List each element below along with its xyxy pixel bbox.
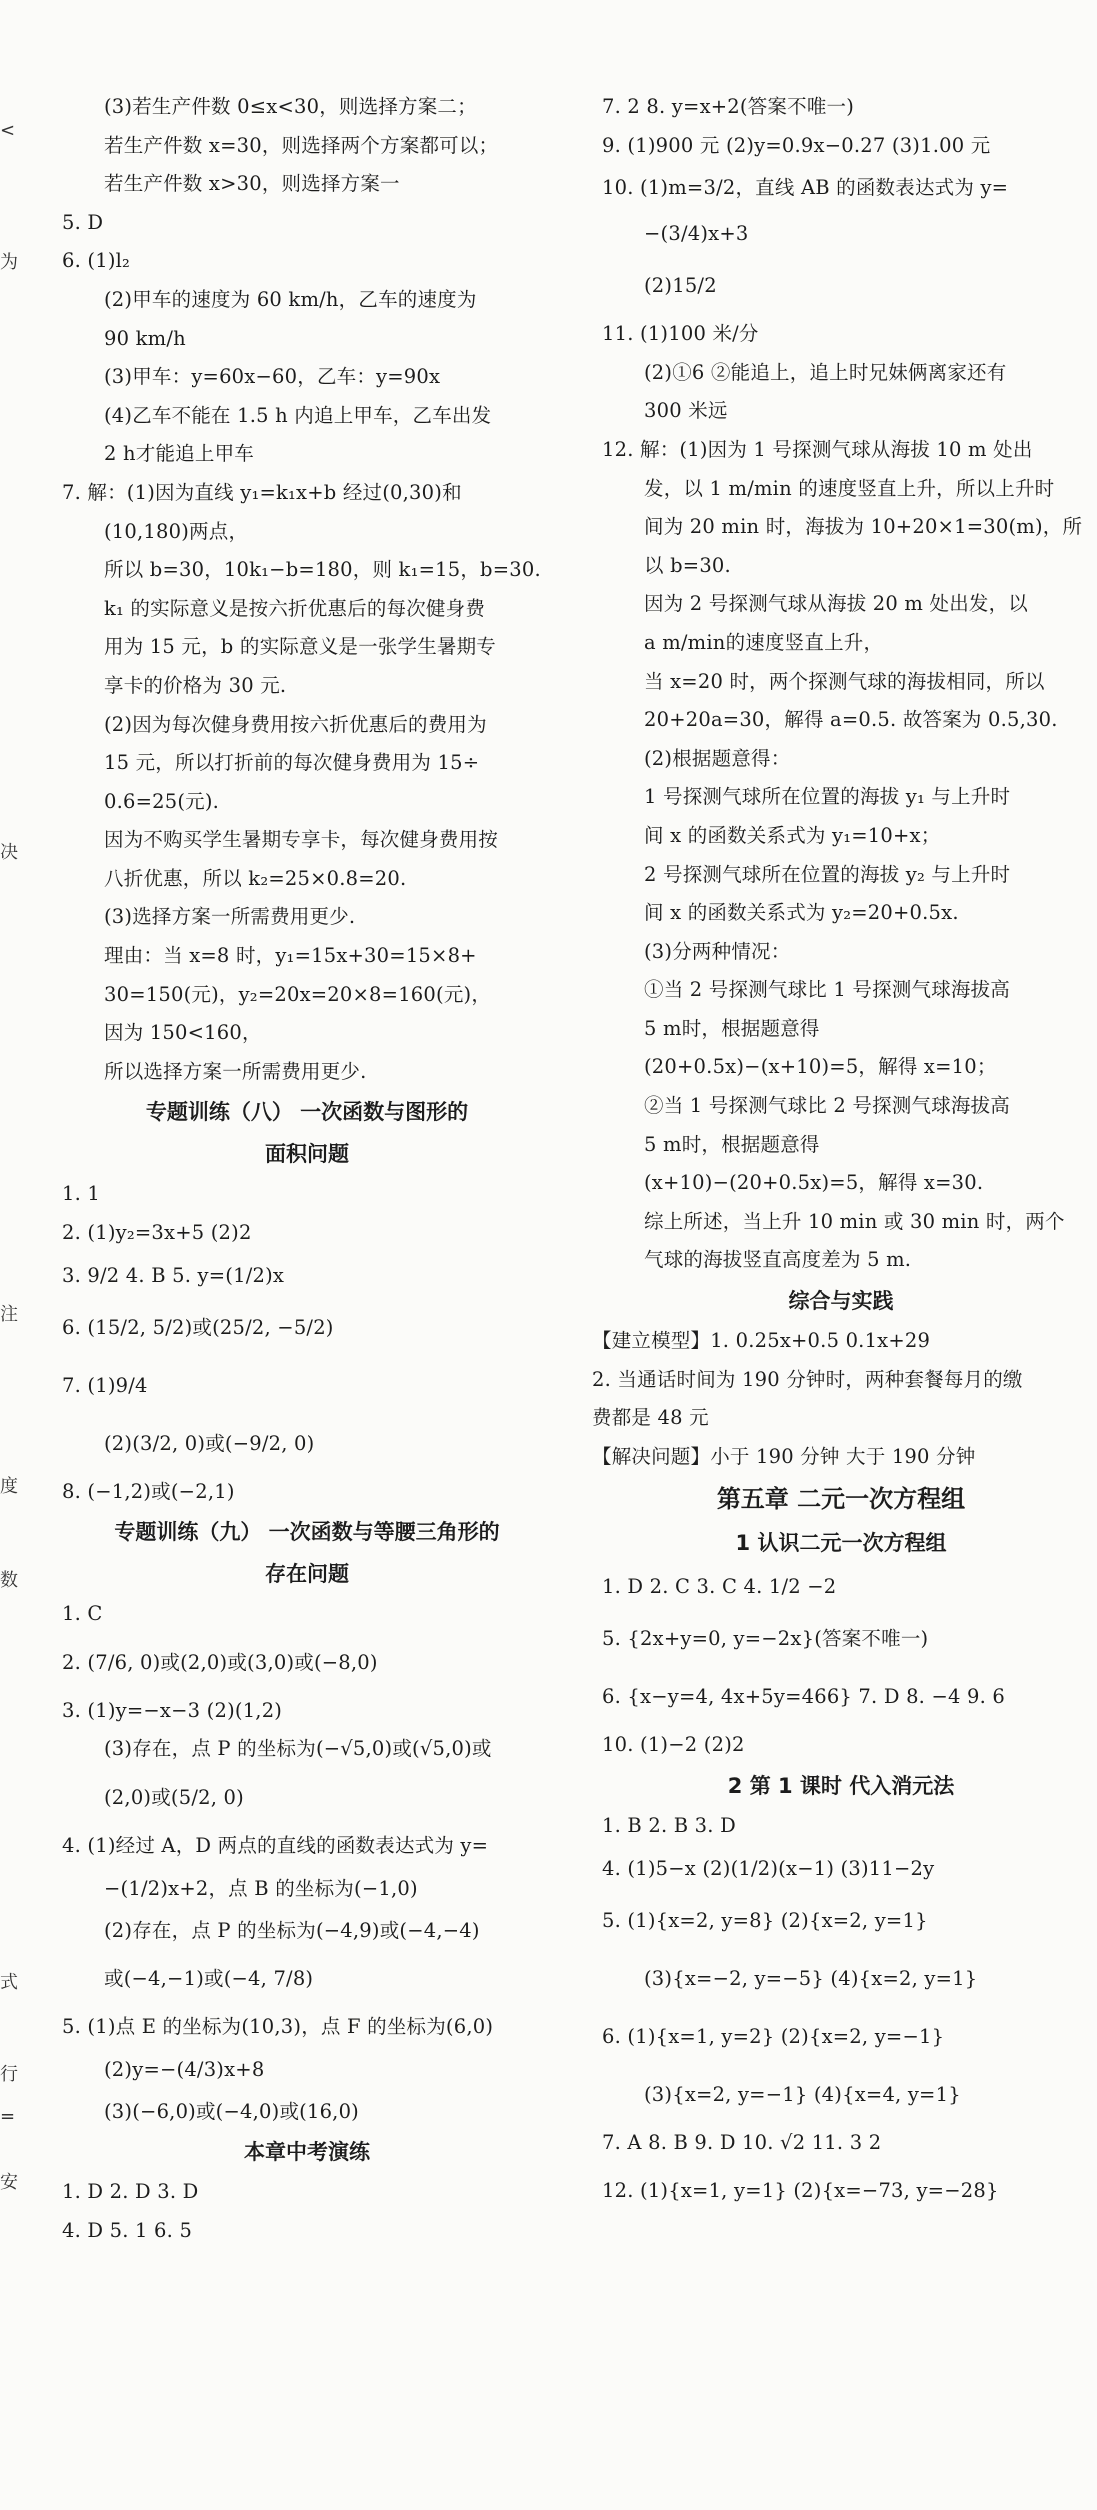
answer-line: (2,0)或(5/2, 0) [104,1786,244,1809]
answer-line: −(1/2)x+2，点 B 的坐标为(−1,0) [104,1876,418,1900]
edge-fragment: 数 [0,1570,18,1591]
answer-line: 1. D 2. C 3. C 4. 1/2 −2 [602,1575,837,1599]
answer-line: 4. D 5. 1 6. 5 [62,2218,193,2242]
answer-line: 0.6=25(元). [104,789,220,813]
section-heading: 1 认识二元一次方程组 [735,1531,947,1556]
answer-line: (x+10)−(20+0.5x)=5，解得 x=30. [644,1171,984,1195]
answer-line: 3. 9/2 4. B 5. y=(1/2)x [62,1263,285,1287]
answer-line: 12. 解：(1)因为 1 号探测气球从海拔 10 m 处出 [602,437,1033,461]
answer-line: (10,180)两点， [104,519,249,543]
answer-line: 以 b=30. [644,553,731,577]
section-heading: 综合与实践 [788,1289,894,1314]
answer-line: 6. {x−y=4, 4x+5y=466} 7. D 8. −4 9. 6 [602,1685,1006,1709]
left-column [52,88,562,2251]
answer-line: (3)存在，点 P 的坐标为(−√5,0)或(√5,0)或 [104,1737,492,1761]
answer-line: 1 号探测气球所在位置的海拔 y₁ 与上升时 [644,785,1011,809]
answer-line: ①当 2 号探测气球比 1 号探测气球海拔高 [644,978,1011,1002]
section-heading: 专题训练（八） 一次函数与图形的 [145,1100,469,1125]
answer-line: 2. (7/6, 0)或(2,0)或(3,0)或(−8,0) [62,1650,378,1674]
answer-line: (3)若生产件数 0≤x<30，则选择方案二； [104,95,477,118]
answer-line: 6. (15/2, 5/2)或(25/2, −5/2) [62,1315,334,1339]
answer-line: 5. (1){x=2, y=8} (2){x=2, y=1} [602,1908,928,1932]
answer-line: (3)分两种情况： [644,939,791,963]
answer-line: 6. (1){x=1, y=2} (2){x=2, y=−1} [602,2024,945,2048]
answer-line: 2. 当通话时间为 190 分钟时，两种套餐每月的缴 [592,1367,1023,1391]
answer-line: 7. 2 8. y=x+2(答案不唯一) [602,95,855,118]
answer-line: 90 km/h [104,326,186,350]
answer-line: 【解决问题】小于 190 分钟 大于 190 分钟 [592,1444,976,1468]
answer-line: 间为 20 min 时，海拔为 10+20×1=30(m)，所 [644,515,1083,539]
answer-line: 2. (1)y₂=3x+5 (2)2 [62,1221,252,1245]
answer-line: 7. A 8. B 9. D 10. √2 11. 3 2 [602,2130,882,2154]
answer-line: 12. (1){x=1, y=1} (2){x=−73, y=−28} [602,2179,999,2203]
answer-line: 5. (1)点 E 的坐标为(10,3)，点 F 的坐标为(6,0) [62,2015,494,2039]
edge-fragment: 注 [0,1304,18,1325]
edge-fragment: = [0,2106,16,2127]
answer-line: 11. (1)100 米/分 [602,322,759,346]
answer-line: 5 m时，根据题意得 [644,1016,820,1040]
answer-line: (2)①6 ②能追上，追上时兄妹俩离家还有 [644,360,1007,384]
answer-line: 综上所述，当上升 10 min 或 30 min 时，两个 [644,1209,1065,1233]
answer-line: a m/min的速度竖直上升， [644,630,884,654]
answer-line: 15 元，所以打折前的每次健身费用为 15÷ [104,751,480,775]
answer-line: 当 x=20 时，两个探测气球的海拔相同，所以 [644,669,1045,693]
answer-line: (20+0.5x)−(x+10)=5，解得 x=10； [644,1055,997,1079]
answer-line: 10. (1)m=3/2，直线 AB 的函数表达式为 y= [602,176,1009,200]
answer-line: 发，以 1 m/min 的速度竖直上升，所以上升时 [644,476,1055,500]
answer-line: 因为 150<160， [104,1021,262,1045]
answer-line: (2)因为每次健身费用按六折优惠后的费用为 [104,712,487,736]
answer-line: 5 m时，根据题意得 [644,1132,820,1156]
section-heading: 2 第 1 课时 代入消元法 [727,1774,955,1798]
answer-line: 4. (1)经过 A，D 两点的直线的函数表达式为 y= [62,1834,489,1857]
answer-line: 1. D 2. D 3. D [62,2180,199,2204]
answer-line: 30=150(元)，y₂=20x=20×8=160(元)， [104,982,492,1006]
answer-line: 间 x 的函数关系式为 y₂=20+0.5x. [644,901,959,925]
answer-line: 1. 1 [62,1182,101,1206]
answer-line: 10. (1)−2 (2)2 [602,1733,745,1757]
edge-fragment: 为 [0,252,18,273]
answer-line: 20+20a=30，解得 a=0.5. 故答案为 0.5,30. [644,708,1058,732]
answer-line: 或(−4,−1)或(−4, 7/8) [104,1967,314,1991]
answer-line: 若生产件数 x>30，则选择方案一 [104,172,400,196]
answer-line: (2)(3/2, 0)或(−9/2, 0) [104,1431,315,1455]
answer-line: ②当 1 号探测气球比 2 号探测气球海拔高 [644,1094,1011,1118]
answer-line: (3){x=2, y=−1} (4){x=4, y=1} [644,2082,961,2106]
edge-fragment: 行 [0,2064,18,2085]
answer-line: (2)甲车的速度为 60 km/h，乙车的速度为 [104,287,477,311]
answer-line: 2 h才能追上甲车 [104,442,254,466]
answer-line: −(3/4)x+3 [644,222,749,246]
answer-line: 3. (1)y=−x−3 (2)(1,2) [62,1698,283,1722]
answer-line: 因为不购买学生暑期专享卡，每次健身费用按 [104,828,499,852]
answer-line: (4)乙车不能在 1.5 h 内追上甲车，乙车出发 [104,403,492,427]
answer-line: 1. B 2. B 3. D [602,1814,736,1837]
section-heading: 专题训练（九） 一次函数与等腰三角形的 [114,1520,500,1545]
answer-line: (3){x=−2, y=−5} (4){x=2, y=1} [644,1966,978,1990]
answer-line: 7. 解：(1)因为直线 y₁=k₁x+b 经过(0,30)和 [62,480,462,504]
section-heading: 本章中考演练 [244,2140,370,2165]
section-heading: 存在问题 [265,1562,349,1587]
edge-fragment: < [0,120,16,141]
section-heading: 面积问题 [265,1142,349,1167]
edge-fragment: 安 [0,2172,18,2193]
answer-line: k₁ 的实际意义是按六折优惠后的每次健身费 [104,596,486,620]
answer-line: 若生产件数 x=30，则选择两个方案都可以； [104,133,499,157]
answer-line: 八折优惠，所以 k₂=25×0.8=20. [104,866,407,890]
answer-line: (2)存在，点 P 的坐标为(−4,9)或(−4,−4) [104,1918,480,1942]
answer-line: 1. C [62,1602,103,1626]
answer-line: 2 号探测气球所在位置的海拔 y₂ 与上升时 [644,862,1011,886]
answer-line: 5. {2x+y=0, y=−2x}(答案不唯一) [602,1627,929,1651]
answer-line: 9. (1)900 元 (2)y=0.9x−0.27 (3)1.00 元 [602,133,991,157]
answer-line: 气球的海拔竖直高度差为 5 m. [644,1248,912,1272]
answer-line: (2)y=−(4/3)x+8 [104,2057,265,2081]
answer-line: 4. (1)5−x (2)(1/2)(x−1) (3)11−2y [602,1856,935,1880]
edge-fragment: 度 [0,1476,18,1497]
answer-line: 7. (1)9/4 [62,1373,148,1397]
answer-line: 【建立模型】1. 0.25x+0.5 0.1x+29 [592,1329,931,1353]
answer-line: 间 x 的函数关系式为 y₁=10+x； [644,823,941,847]
answer-line: 6. (1)l₂ [62,249,131,273]
section-heading: 第五章 二元一次方程组 [716,1485,966,1514]
answer-line: 理由：当 x=8 时，y₁=15x+30=15×8+ [104,944,477,968]
answer-line: 300 米远 [644,399,728,423]
answer-line: (2)15/2 [644,274,717,298]
answer-line: (3)(−6,0)或(−4,0)或(16,0) [104,2099,359,2123]
answer-line: (3)选择方案一所需费用更少. [104,905,356,929]
answer-line: (2)根据题意得： [644,746,791,770]
answer-line: 所以 b=30，10k₁−b=180，则 k₁=15，b=30. [104,558,541,582]
answer-line: 所以选择方案一所需费用更少. [104,1059,367,1083]
edge-fragment: 式 [0,1972,18,1993]
answer-line: (3)甲车：y=60x−60，乙车：y=90x [104,365,441,389]
answer-line: 因为 2 号探测气球从海拔 20 m 处出发，以 [644,592,1029,616]
right-column [592,88,1090,2220]
answer-line: 8. (−1,2)或(−2,1) [62,1479,235,1503]
answer-line: 用为 15 元，b 的实际意义是一张学生暑期专 [104,635,496,659]
answer-line: 5. D [62,210,104,234]
edge-fragment: 决 [0,842,18,863]
answer-line: 费都是 48 元 [592,1406,709,1430]
answer-line: 享卡的价格为 30 元. [104,673,287,697]
